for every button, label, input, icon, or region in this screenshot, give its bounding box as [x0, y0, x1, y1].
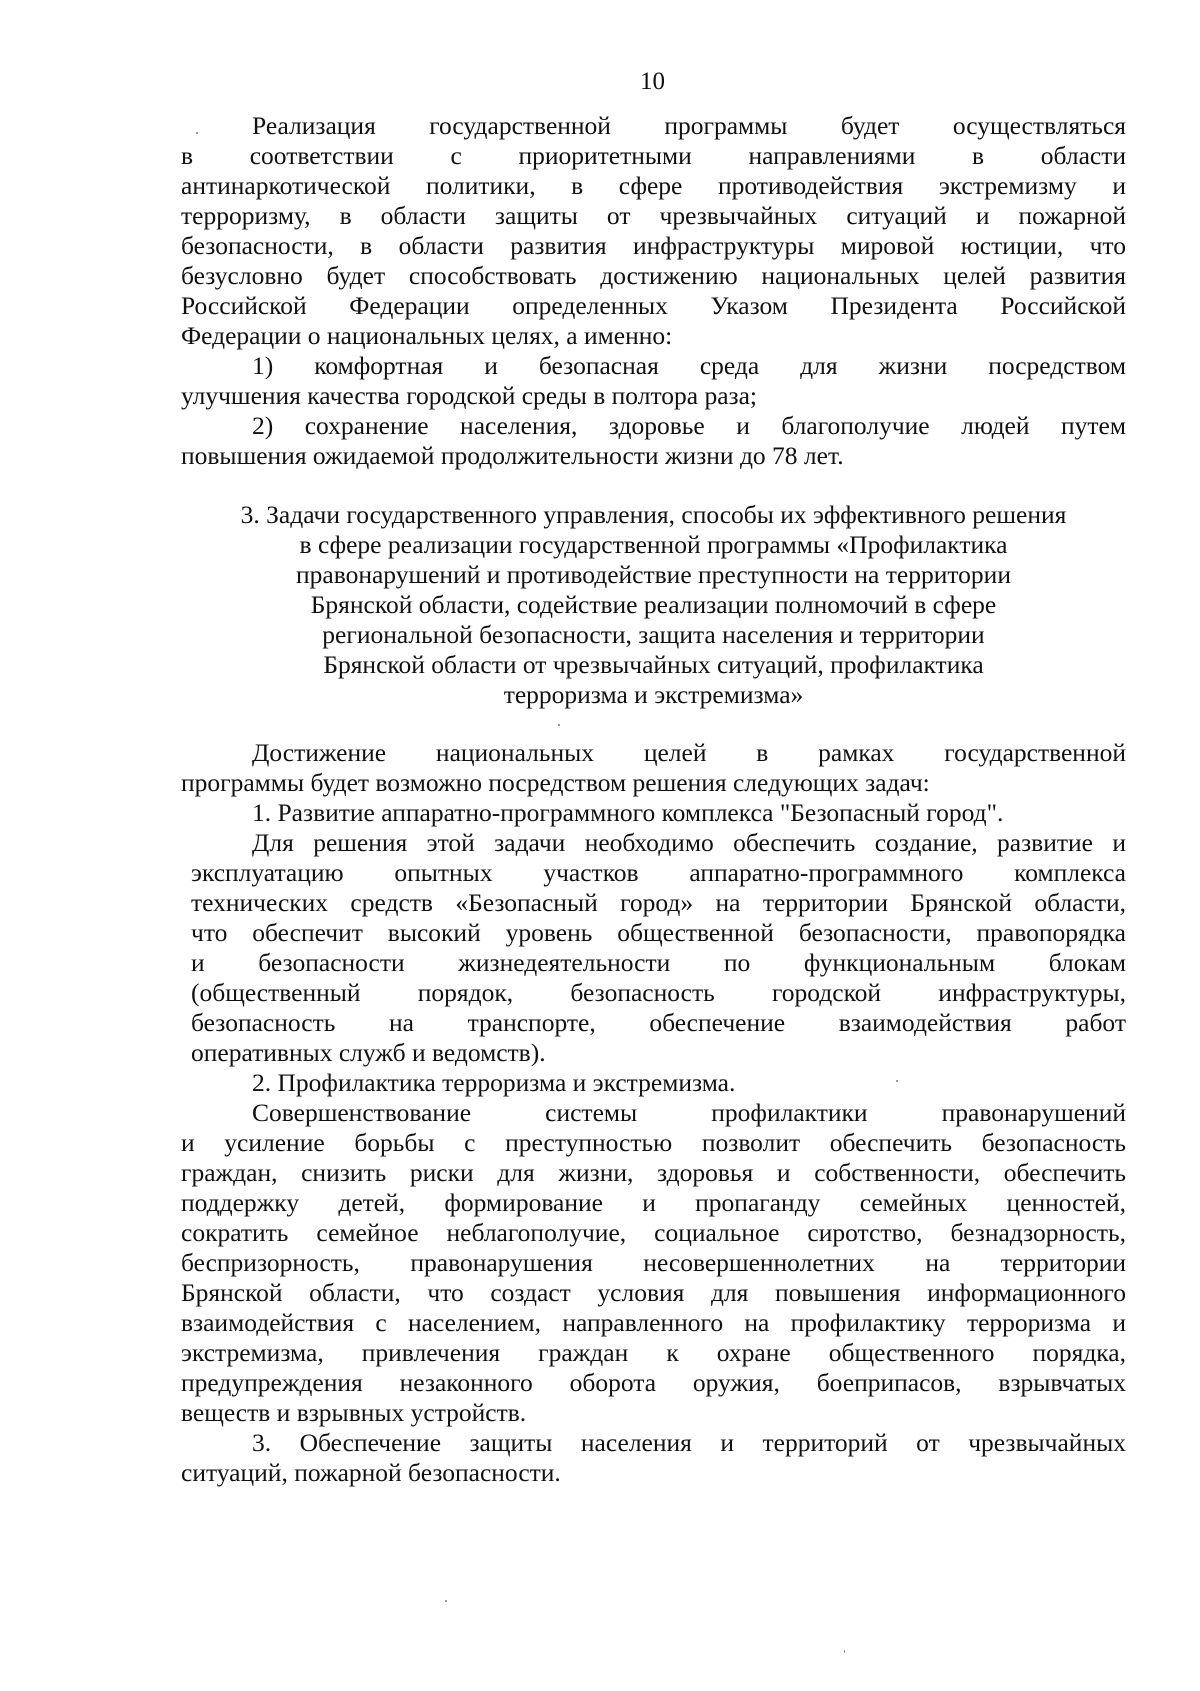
text-line: предупреждения незаконного оборота оружия, боеприпасов, взрывчатых	[181, 1368, 1126, 1397]
heading-line: правонарушений и противодействие преступности на территории	[296, 560, 1011, 589]
text-line: безопасность на транспорте, обеспечение взаимодействия работ	[191, 1008, 1126, 1037]
text-line: технических средств «Безопасный город» на территории Брянской области,	[191, 888, 1126, 917]
text-line: Достижение национальных целей в рамках государственной	[252, 738, 1126, 767]
text-line: оперативных служб и ведомств).	[191, 1038, 546, 1067]
text-line: повышения ожидаемой продолжительности жизни до 78 лет.	[181, 441, 844, 470]
list-item-1: 1) комфортная и безопасная среда для жизни посредством	[252, 351, 1126, 380]
text-line: улучшения качества городской среды в полтора раза;	[181, 381, 757, 410]
text-line: эксплуатацию опытных участков аппаратно-программного комплекса	[191, 858, 1126, 887]
text-line: Брянской области, что создаст условия для повышения информационного	[181, 1278, 1126, 1307]
text-line: антинаркотической политики, в сфере противодействия экстремизму и	[181, 171, 1126, 200]
text-line: экстремизма, привлечения граждан к охране общественного порядка,	[181, 1338, 1126, 1367]
heading-line: Брянской области от чрезвычайных ситуаций, профилактика	[323, 650, 984, 679]
task-1-title: 1. Развитие аппаратно-программного комплекса "Безопасный город".	[252, 798, 1004, 827]
scan-speck	[196, 132, 198, 134]
text-line: что обеспечит высокий уровень общественной безопасности, правопорядка	[191, 918, 1126, 947]
text-line: в соответствии с приоритетными направлениями в области	[181, 141, 1126, 170]
text-line: Для решения этой задачи необходимо обеспечить создание, развитие и	[252, 828, 1126, 857]
text-line: взаимодействия с населением, направленного на профилактику терроризма и	[181, 1308, 1126, 1337]
heading-line: региональной безопасности, защита населения и территории	[322, 620, 985, 649]
text-line: сократить семейное неблагополучие, социальное сиротство, безнадзорность,	[181, 1218, 1126, 1247]
text-line: поддержку детей, формирование и пропаганду семейных ценностей,	[181, 1188, 1126, 1217]
text-line: Федерации о национальных целях, а именно:	[181, 321, 673, 350]
scan-speck	[844, 1650, 845, 1653]
list-item-2: 2) сохранение населения, здоровье и благополучие людей путем	[252, 411, 1126, 440]
text-line: Реализация государственной программы будет осуществляться	[252, 111, 1126, 140]
task-2-title: 2. Профилактика терроризма и экстремизма.	[252, 1068, 736, 1097]
page-number: 10	[640, 68, 665, 95]
scan-speck	[558, 724, 560, 726]
text-line: Российской Федерации определенных Указом Президента Российской	[181, 291, 1126, 320]
text-line: граждан, снизить риски для жизни, здоровья и собственности, обеспечить	[181, 1158, 1126, 1187]
text-line: (общественный порядок, безопасность городской инфраструктуры,	[191, 978, 1126, 1007]
text-line: и усиление борьбы с преступностью позволит обеспечить безопасность	[181, 1128, 1126, 1157]
text-line: беспризорность, правонарушения несовершеннолетних на территории	[181, 1248, 1126, 1277]
heading-line: в сфере реализации государственной программы «Профилактика	[299, 530, 1008, 559]
heading-line: 3. Задачи государственного управления, способы их эффективного решения	[240, 500, 1067, 529]
text-line: безусловно будет способствовать достижению национальных целей развития	[181, 261, 1126, 290]
text-line: веществ и взрывных устройств.	[181, 1398, 527, 1427]
scan-speck	[896, 1080, 898, 1082]
task-3-title: 3. Обеспечение защиты населения и территорий от чрезвычайных	[252, 1428, 1126, 1457]
text-line: и безопасности жизнедеятельности по функциональным блокам	[191, 948, 1126, 977]
heading-line: терроризма и экстремизма»	[503, 680, 804, 709]
text-line: безопасности, в области развития инфраструктуры мировой юстиции, что	[181, 231, 1126, 260]
text-line: терроризму, в области защиты от чрезвычайных ситуаций и пожарной	[181, 201, 1126, 230]
text-line: программы будет возможно посредством решения следующих задач:	[181, 768, 930, 797]
scan-speck	[445, 1600, 447, 1602]
text-line: ситуаций, пожарной безопасности.	[181, 1458, 561, 1487]
text-line: Совершенствование системы профилактики правонарушений	[252, 1098, 1126, 1127]
heading-line: Брянской области, содействие реализации полномочий в сфере	[310, 590, 997, 619]
